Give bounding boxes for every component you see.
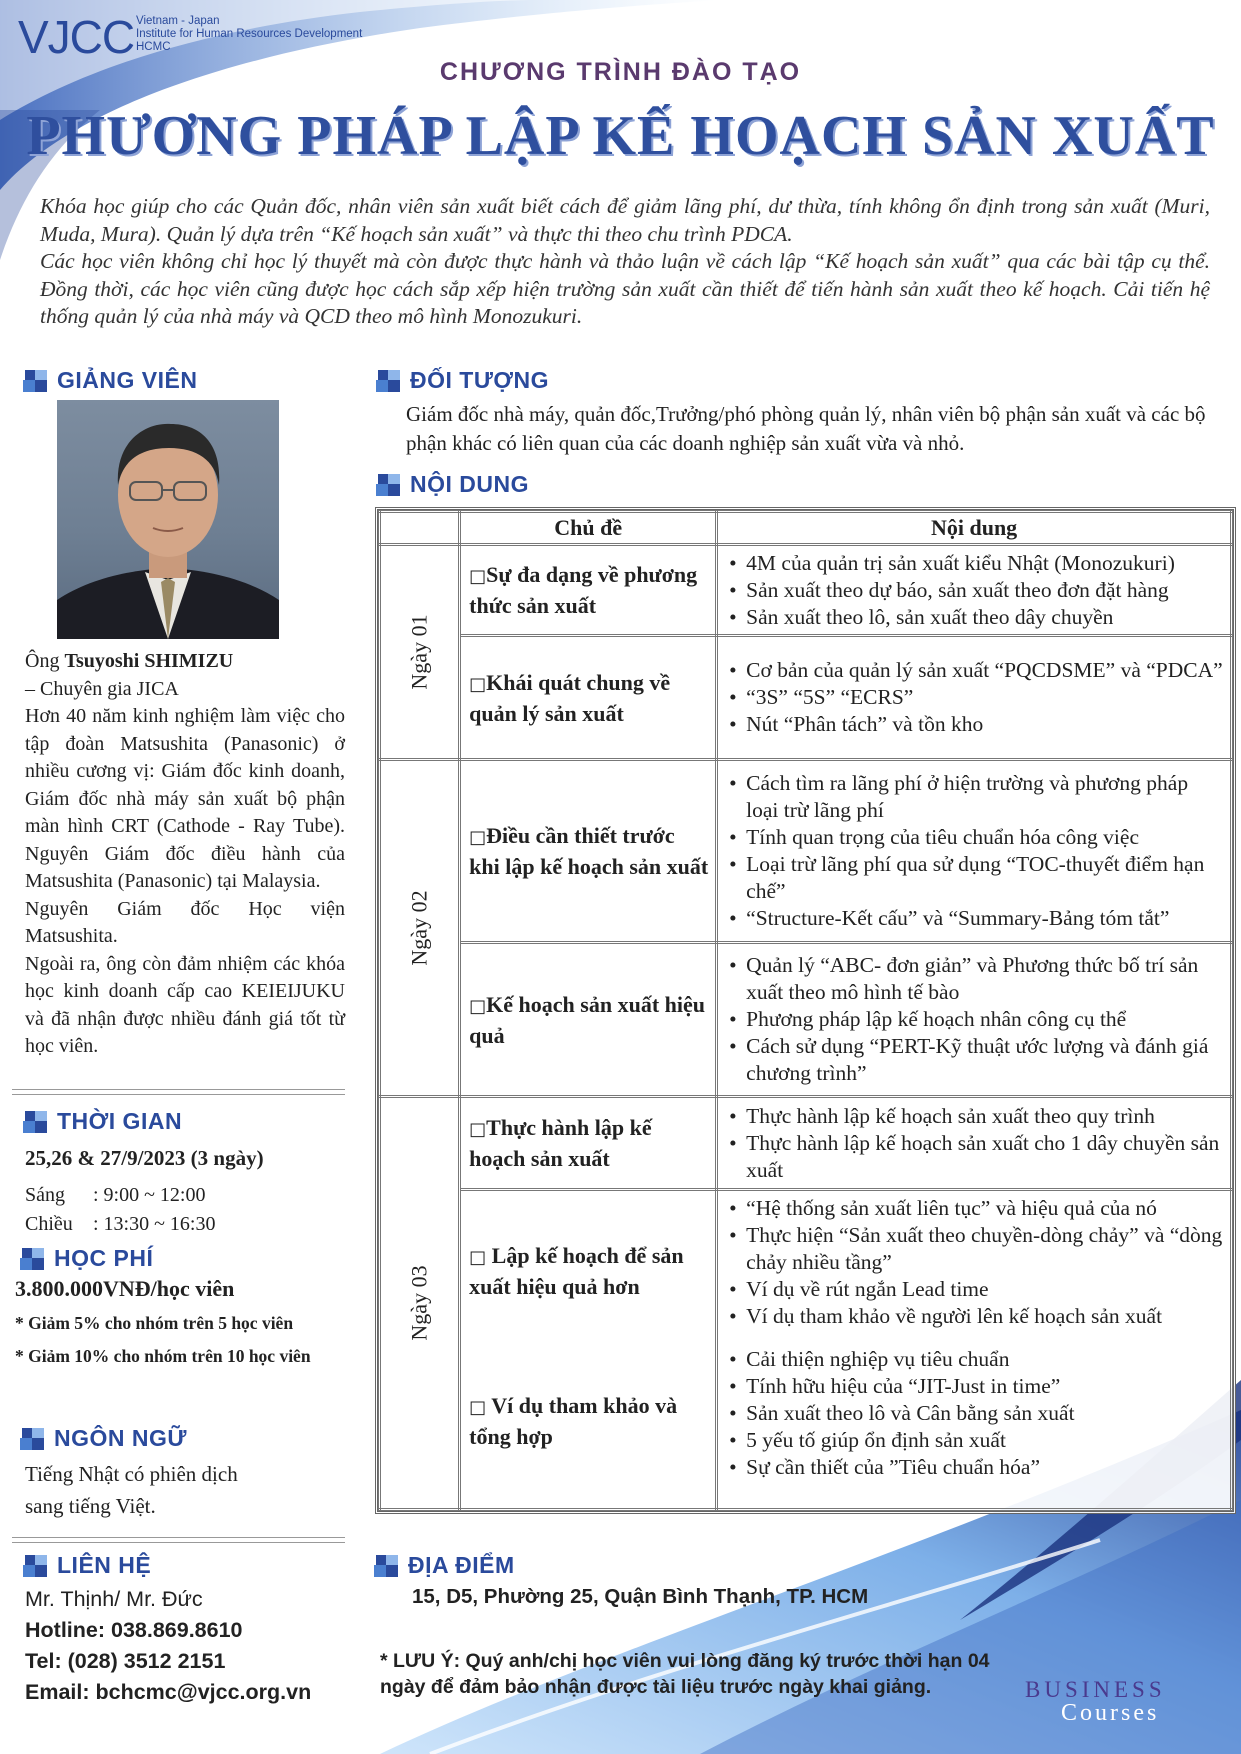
content-table [375,507,1236,1514]
list-item: • “Structure-Kết cấu” và “Summary-Bảng tóm tắt” [746,905,1224,932]
lecturer-name-line [25,648,345,676]
checkbox-icon: □ [469,1247,487,1268]
topic-cell [460,1190,717,1510]
content-cell [717,760,1232,943]
contact-heading [25,1552,151,1579]
list-item: • Sự cần thiết của ”Tiêu chuẩn hóa” [746,1454,1224,1481]
list-item: • Ví dụ tham khảo về người lên kế hoạch sản xuất [746,1303,1224,1330]
contact-tel[interactable]: Tel: (028) 3512 2151 [25,1649,226,1673]
logo-line-1: Vietnam - Japan [136,15,220,27]
lecturer-bio-1: Hơn 40 năm kinh nghiệm làm việc cho tập đoàn Matsushita (Panasonic) ở nhiều cương vị: Giám đốc kinh doanh, Giám đốc nhà máy sản xuất bộ phận màn hình CRT (Cathode - Ray Tube). Nguyên Giám đốc điều hành của Matsushita (Panasonic) tại Malaysia. [25,705,345,892]
time-afternoon [25,1211,216,1239]
list-item: • Cách tìm ra lãng phí ở hiện trường và phương pháp loại trừ lãng phí [746,770,1224,824]
list-item: • Loại trừ lãng phí qua sử dụng “TOC-thuyết điểm hạn chế” [746,851,1224,905]
divider [12,1537,345,1543]
section-bullet-icon [22,1248,44,1270]
contact-heading-label: LIÊN HỆ [57,1552,152,1578]
time-morning [25,1182,206,1210]
content-cell [717,545,1232,636]
time-heading [25,1108,182,1135]
logo-text [136,15,362,54]
table-row [380,636,1232,760]
intro-text [40,193,1210,331]
footer-business: BUSINESS [1025,1677,1166,1702]
list-item: • 4M của quản trị sản xuất kiểu Nhật (Monozukuri) [746,550,1224,577]
audience-text: Giám đốc nhà máy, quản đốc,Trưởng/phó phòng quản lý, nhân viên bộ phận sản xuất và các bộ phận khác có liên quan của các doanh nghiệp sản xuất vừa và nhỏ. [406,402,1206,455]
checkbox-icon: □ [469,995,487,1017]
list-item: • Cải thiện nghiệp vụ tiêu chuẩn [746,1346,1224,1373]
list-item: • Sản xuất theo lô, sản xuất theo dây chuyền [746,604,1224,631]
checkbox-icon: □ [469,673,487,695]
day-label: Ngày 01 [406,614,432,690]
lecturer-prefix: Ông [25,650,65,672]
audience-heading [378,367,549,394]
list-item: • Phương pháp lập kế hoạch nhân công cụ thể [746,1006,1224,1033]
table-header-row [380,512,1232,545]
list-item: • “3S” “5S” “ECRS” [746,684,1224,711]
venue-address: 15, D5, Phường 25, Quận Bình Thạnh, TP. HCM [412,1585,869,1608]
checkbox-icon: □ [469,827,487,848]
time-heading-label: THỜI GIAN [57,1108,183,1134]
topic-cell [460,943,717,1097]
lecturer-bio [25,648,345,1061]
fee-discount-2: * Giảm 10% cho nhóm trên 10 học viên [15,1346,311,1366]
topic-block-2 [469,1391,709,1451]
contact-info [25,1584,311,1708]
contact-email[interactable]: Email: bchcmc@vjcc.org.vn [25,1680,312,1704]
section-bullet-icon [378,370,400,392]
fee-discount-1: * Giảm 5% cho nhóm trên 5 học viên [15,1313,294,1333]
topic-label: Thực hành lập kế hoạch sản xuất [469,1115,652,1171]
list-item: • Cách sử dụng “PERT-Kỹ thuật ước lượng và đánh giá chương trình” [746,1033,1224,1087]
section-bullet-icon [25,1555,47,1577]
language-heading-label: NGÔN NGỮ [54,1425,187,1451]
list-item: • Thực hành lập kế hoạch sản xuất theo quy trình [746,1103,1224,1130]
list-item: • Sản xuất theo dự báo, sản xuất theo đơn đặt hàng [746,577,1224,604]
topic-label: Lập kế hoạch để sản xuất hiệu quả hơn [469,1243,684,1299]
fee-amount: 3.800.000VNĐ/học viên [15,1276,235,1301]
content-heading-label: NỘI DUNG [410,471,529,497]
time-morning-value: : 9:00 ~ 12:00 [93,1184,206,1206]
list-item: • 5 yếu tố giúp ổn định sản xuất [746,1427,1224,1454]
content-cell [717,636,1232,760]
lecturer-heading-label: GIẢNG VIÊN [57,367,198,393]
contact-names: Mr. Thịnh/ Mr. Đức [25,1587,203,1611]
content-cell [717,943,1232,1097]
audience-heading-label: ĐỐI TƯỢNG [410,367,550,393]
list-item: • Nút “Phân tách” và tồn kho [746,711,1224,738]
list-item: • Thực hành lập kế hoạch sản xuất cho 1 dây chuyền sản xuất [746,1130,1224,1184]
footer-courses: Courses [1061,1700,1160,1726]
section-bullet-icon [25,370,47,392]
venue-heading [376,1552,515,1579]
day-label-cell [380,545,460,760]
page-title: PHƯƠNG PHÁP LẬP KẾ HOẠCH SẢN XUẤT [26,105,1215,167]
venue-heading-label: ĐỊA ĐIỂM [408,1552,515,1578]
table-row [380,1097,1232,1190]
lecturer-heading [25,367,197,394]
topic-label: Khái quát chung về quản lý sản xuất [469,669,671,726]
list-item: • Sản xuất theo lô và Cân bằng sản xuất [746,1400,1224,1427]
language-heading [22,1425,187,1452]
divider [12,1089,345,1095]
logo-line-2: Institute for Human Resources Development [136,28,363,40]
time-morning-label: Sáng [25,1184,65,1206]
checkbox-icon: □ [469,1119,487,1140]
list-item: • “Hệ thống sản xuất liên tục” và hiệu quả của nó [746,1195,1224,1222]
logo-mark: VJCC [18,11,135,63]
topic-cell [460,636,717,760]
content-cell [717,1190,1232,1510]
language-text [25,1458,238,1522]
day-label-cell [380,760,460,1097]
topic-block-1 [469,1241,709,1391]
day-label: Ngày 02 [406,890,432,966]
intro-paragraph-2: Các học viên không chỉ học lý thuyết mà còn được thực hành và thảo luận về cách lập “Kế hoạch sản xuất” qua các bài tập cụ thể. Đồng thời, các học viên cũng được học cách sắp xếp hiện trường sản xuất cần thiết để tiến hành sản xuất theo kế hoạch. Cải tiến hệ thống quản lý của nhà máy và QCD theo mô hình Monozukuri. [40,249,1210,328]
fee-heading [22,1245,153,1272]
content-cell [717,1097,1232,1190]
section-bullet-icon [376,1555,398,1577]
lecturer-name: Tsuyoshi SHIMIZU [64,650,234,672]
lecturer-role: – Chuyên gia JICA [25,677,179,700]
list-item: • Thực hiện “Sản xuất theo chuyền-dòng chảy” và “dòng chảy nhiều tầng” [746,1222,1224,1276]
section-bullet-icon [22,1428,44,1450]
fee-heading-label: HỌC PHÍ [54,1245,154,1271]
contact-hotline[interactable]: Hotline: 038.869.8610 [25,1618,243,1642]
time-dates: 25,26 & 27/9/2023 (3 ngày) [25,1146,264,1170]
table-row [380,545,1232,636]
topic-cell [460,760,717,943]
day-label: Ngày 03 [406,1265,432,1341]
list-item: • Ví dụ về rút ngắn Lead time [746,1276,1224,1303]
table-header-day [380,512,460,545]
program-label: CHƯƠNG TRÌNH ĐÀO TẠO [439,58,802,86]
checkbox-icon: □ [469,566,487,587]
day-label-cell [380,1097,460,1510]
topic-cell [460,545,717,636]
topic-label: Kế hoạch sản xuất hiệu quả [469,991,705,1048]
section-bullet-icon [25,1111,47,1133]
list-item: • Quản lý “ABC- đơn giản” và Phương thức bố trí sản xuất theo mô hình tế bào [746,952,1224,1006]
logo-line-3: HCMC [136,41,171,53]
section-bullet-icon [378,474,400,496]
time-afternoon-value: : 13:30 ~ 16:30 [93,1213,216,1235]
content-heading [378,471,529,498]
topic-cell [460,1097,717,1190]
lecturer-photo [57,400,279,639]
lecturer-bio-2: Nguyên Giám đốc Học viện Matsushita. [25,897,345,947]
lecturer-bio-3: Ngoài ra, ông còn đảm nhiệm các khóa học kinh doanh cấp cao KEIEIJUKU và đã nhận được nhiều đánh giá tốt từ học viên. [25,952,345,1057]
checkbox-icon: □ [469,1397,487,1418]
intro-paragraph-1: Khóa học giúp cho các Quản đốc, nhân viên sản xuất biết cách để giảm lãng phí, dư thừa, tính không ổn định trong sản xuất (Muri, Muda, Mura). Quản lý dựa trên “Kế hoạch sản xuất” và thực thi theo chu trình PDCA. [40,194,1210,246]
topic-label: Điều cần thiết trước khi lập kế hoạch sản xuất [469,823,709,879]
venue-note: * LƯU Ý: Quý anh/chị học viên vui lòng đăng ký trước thời hạn 04 ngày để đảm bảo nhận được tài liệu trước ngày khai giảng. [380,1650,990,1698]
table-row [380,760,1232,943]
list-item: • Cơ bản của quản lý sản xuất “PQCDSME” và “PDCA” [746,657,1224,684]
table-header-content: Nội dung [717,512,1232,545]
list-item: • Tính hữu hiệu của “JIT-Just in time” [746,1373,1224,1400]
table-row [380,943,1232,1097]
topic-label: Sự đa dạng về phương thức sản xuất [469,562,698,618]
topic-label: Ví dụ tham khảo và tổng hợp [469,1393,678,1449]
language-line-1: Tiếng Nhật có phiên dịch [25,1462,238,1486]
table-header-topic: Chủ đề [460,512,717,545]
time-afternoon-label: Chiều [25,1213,73,1235]
table-row [380,1190,1232,1510]
language-line-2: sang tiếng Việt. [25,1494,156,1518]
list-item: • Tính quan trọng của tiêu chuẩn hóa công việc [746,824,1224,851]
